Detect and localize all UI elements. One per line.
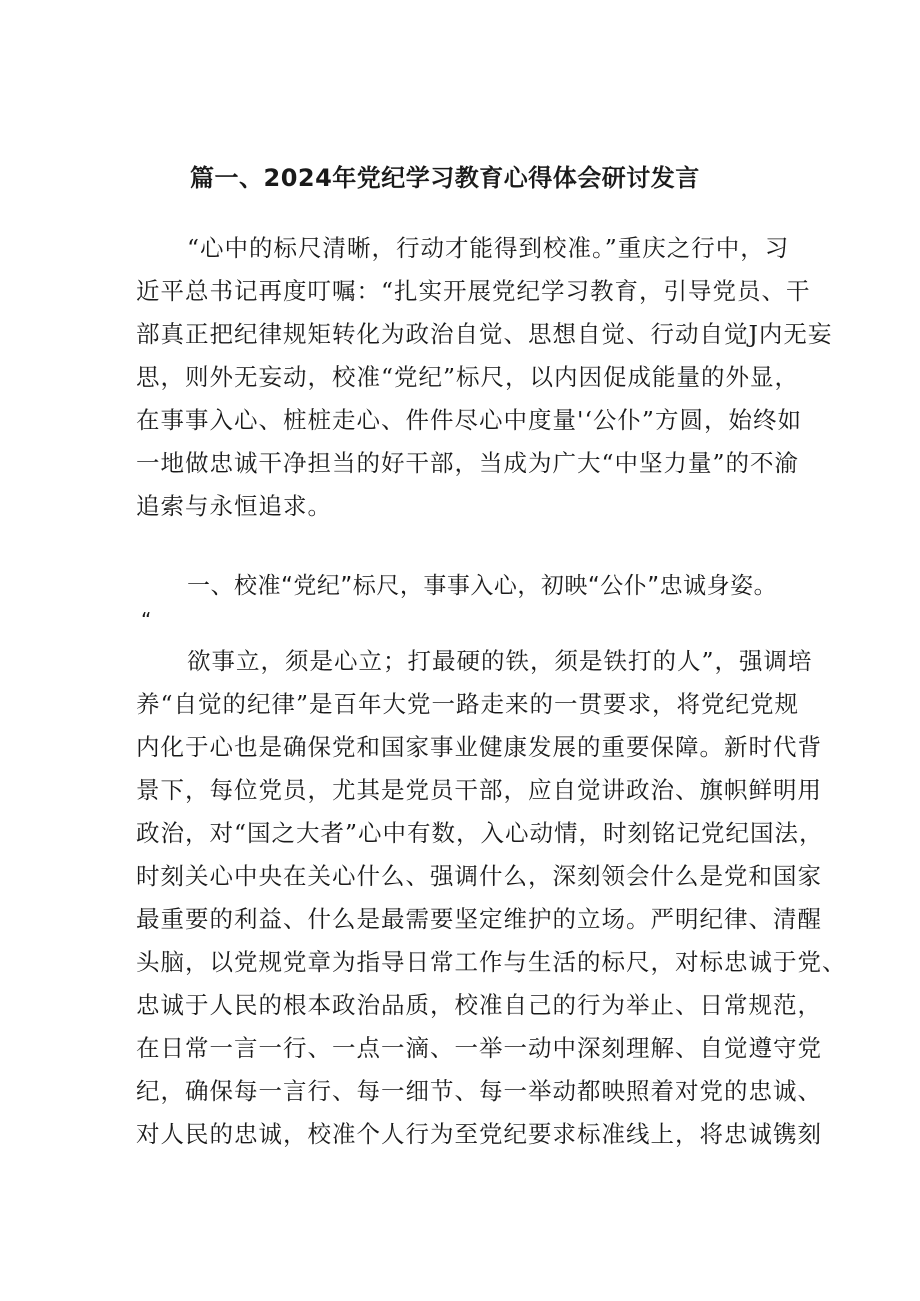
paragraph-line: 时刻关心中央在关心什么、强调什么，深刻领会什么是党和国家 xyxy=(136,862,822,890)
paragraph-line: 头脑，以党规党章为指导日常工作与生活的标尺，对标忠诚于党、 xyxy=(136,948,847,976)
paragraph-line: 追索与永恒追求。 xyxy=(136,492,332,520)
section-heading xyxy=(136,566,836,634)
paragraph-line: 养“自觉的纪律”是百年大党一路走来的一贯要求，将党纪党规 xyxy=(136,690,800,718)
paragraph-line: 近平总书记再度叮嘱：“扎实开展党纪学习教育，引导党员、干 xyxy=(136,277,811,305)
paragraph-line: 一地做忠诚干净担当的好干部，当成为广大“中坚力量”的不渝 xyxy=(136,449,800,477)
paragraph-line: 景下，每位党员，尤其是党员干部，应自觉讲政治、旗帜鲜明用 xyxy=(136,776,822,804)
paragraph-line: 纪，确保每一言行、每一细节、每一举动都映照着对党的忠诚、 xyxy=(136,1077,822,1105)
paragraph-line: 在日常一言一行、一点一滴、一举一动中深刻理解、自觉遵守党 xyxy=(136,1034,822,1062)
section-heading-quote: “ xyxy=(141,608,152,632)
paragraph-intro xyxy=(136,227,833,528)
paragraph-line: 忠诚于人民的根本政治品质，校准自己的行为举止、日常规范， xyxy=(136,991,822,1019)
paragraph-line: 欲事立，须是心立；打最硬的铁，须是铁打的人”，强调培 xyxy=(187,647,813,675)
paragraph-line: 政治，对“国之大者”心中有数，入心动情，时刻铭记党纪国法， xyxy=(136,819,824,847)
section-heading-line: 一、校准“党纪”标尺，事事入心，初映“公仆”忠诚身姿。 xyxy=(187,573,778,599)
paragraph-line: “心中的标尺清晰，行动才能得到校准。”重庆之行中，习 xyxy=(187,234,790,262)
document-title: 篇一、2024年党纪学习教育心得体会研讨发言 xyxy=(190,164,700,192)
paragraph-line: 在事事入心、桩桩走心、件件尽心中度量'‘公仆”方圆，始终如 xyxy=(136,406,802,434)
paragraph-line: 内化于心也是确保党和国家事业健康发展的重要保障。新时代背 xyxy=(136,733,822,761)
paragraph-line: 思，则外无妄动，校准“党纪”标尺，以内因促成能量的外显， xyxy=(136,363,800,391)
paragraph-line: 部真正把纪律规矩转化为政治自觉、思想自觉、行动自觉J内无妄 xyxy=(136,320,833,348)
paragraph-line: 最重要的利益、什么是最需要坚定维护的立场。严明纪律、清醒 xyxy=(136,905,822,933)
paragraph-line: 对人民的忠诚，校准个人行为至党纪要求标准线上，将忠诚镌刻 xyxy=(136,1120,822,1148)
paragraph-section-one xyxy=(136,640,847,1156)
